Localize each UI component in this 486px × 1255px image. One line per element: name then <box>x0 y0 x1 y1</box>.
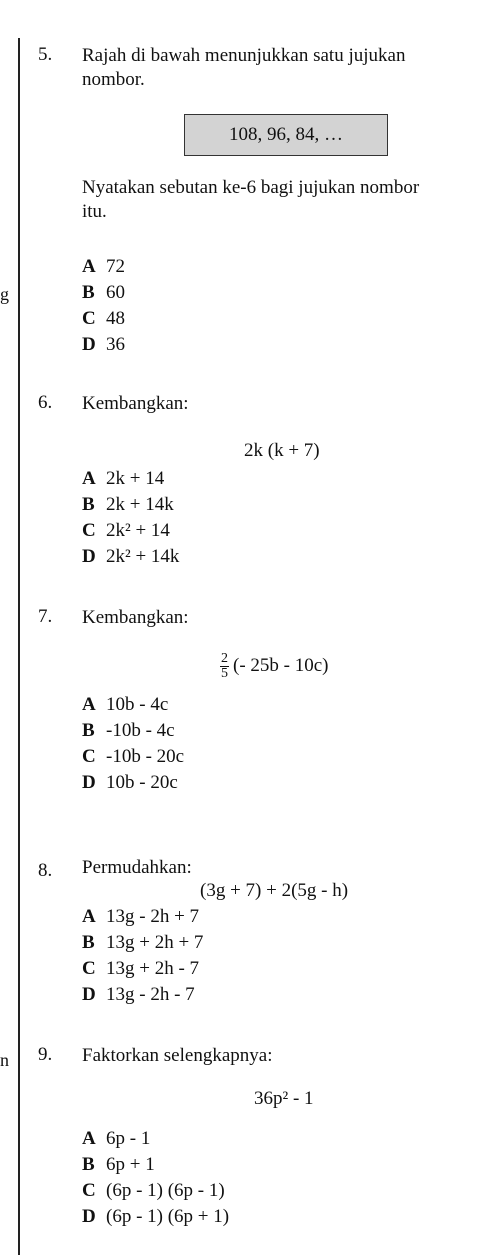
option-a[interactable]: A 13g - 2h + 7 <box>82 906 200 927</box>
question-number: 5. <box>38 44 53 65</box>
question-text: Kembangkan: <box>82 393 189 414</box>
option-b[interactable]: B 6p + 1 <box>82 1154 155 1175</box>
sequence-box: 108, 96, 84, … <box>184 114 388 156</box>
option-a[interactable]: A 2k + 14 <box>82 468 165 489</box>
question-number: 9. <box>38 1044 53 1065</box>
option-a[interactable]: A 10b - 4c <box>82 694 169 715</box>
math-expression: 36p² - 1 <box>254 1088 314 1109</box>
margin-mark: n <box>0 1050 9 1070</box>
option-d[interactable]: D 13g - 2h - 7 <box>82 984 195 1005</box>
option-b[interactable]: B 2k + 14k <box>82 494 174 515</box>
option-c[interactable]: C 48 <box>82 308 125 329</box>
option-a[interactable]: A 6p - 1 <box>82 1128 151 1149</box>
question-text: Faktorkan selengkapnya: <box>82 1045 273 1066</box>
option-c[interactable]: C -10b - 20c <box>82 746 185 767</box>
question-text: nombor. <box>82 69 145 90</box>
question-number: 7. <box>38 606 53 627</box>
question-text: Nyatakan sebutan ke-6 bagi jujukan nombor <box>82 177 420 198</box>
math-expression: 2k (k + 7) <box>244 440 320 461</box>
question-text: Permudahkan: <box>82 857 192 878</box>
question-text: Kembangkan: <box>82 607 189 628</box>
option-d[interactable]: D 10b - 20c <box>82 772 178 793</box>
fraction: $\frac{2}{5}$ <box>221 651 228 681</box>
option-c[interactable]: C (6p - 1) (6p - 1) <box>82 1180 225 1201</box>
option-b[interactable]: B 60 <box>82 282 125 303</box>
margin-mark: g <box>0 284 9 304</box>
option-b[interactable]: B 13g + 2h + 7 <box>82 932 204 953</box>
question-text: Rajah di bawah menunjukkan satu jujukan <box>82 45 406 66</box>
option-d[interactable]: D 2k² + 14k <box>82 546 180 567</box>
option-c[interactable]: C 13g + 2h - 7 <box>82 958 200 979</box>
option-c[interactable]: C 2k² + 14 <box>82 520 170 541</box>
question-number: 8. <box>38 860 53 881</box>
option-d[interactable]: D 36 <box>82 334 125 355</box>
option-b[interactable]: B -10b - 4c <box>82 720 175 741</box>
question-text: itu. <box>82 201 107 222</box>
math-expression: $\frac{2}{5}$ (- 25b - 10c) <box>221 651 329 681</box>
math-expression: (3g + 7) + 2(5g - h) <box>200 880 349 901</box>
option-d[interactable]: D (6p - 1) (6p + 1) <box>82 1206 230 1227</box>
question-number: 6. <box>38 392 53 413</box>
option-a[interactable]: A 72 <box>82 256 125 277</box>
margin-rule <box>18 38 20 1255</box>
